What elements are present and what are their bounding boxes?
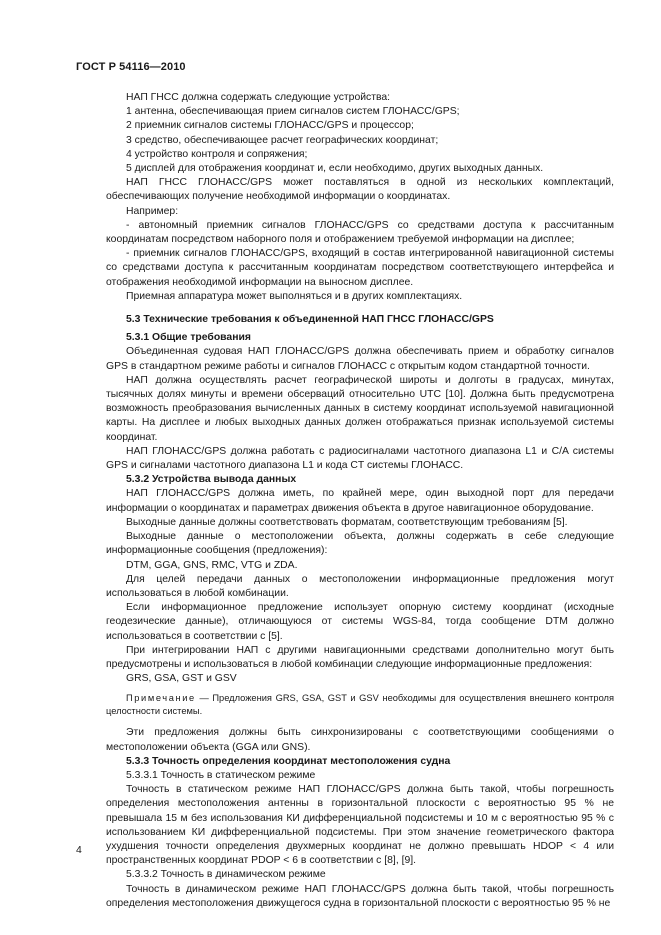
paragraph: GRS, GSA, GST и GSV <box>126 673 237 685</box>
paragraph: Выходные данные должны соответствовать форматам, соответствующим требованиям [5]. <box>126 516 568 528</box>
document-id-header: ГОСТ Р 54116—2010 <box>76 61 186 73</box>
paragraph: НАП ГНСС должна содержать следующие устройства: <box>126 92 391 103</box>
paragraph: - автономный приемник сигналов ГЛОНАСС/GPS со средствами доступа к рассчитанным координатам посредством наборного поля и отображением требуемой информации на дисплее; <box>106 219 614 246</box>
paragraph: - приемник сигналов ГЛОНАСС/GPS, входящий в состав интегрированной навигационной системы со средствами доступа к рассчитанным координатам посредством соответствующего интерфейса и отображения необходимой информации на выносном дисплее. <box>106 248 614 288</box>
subsection-heading-5-3-2: 5.3.2 Устройства вывода данных <box>126 474 297 486</box>
note <box>106 692 614 718</box>
paragraph: Объединенная судовая НАП ГЛОНАСС/GPS должна обеспечивать прием и обработку сигналов GPS в стандартном режиме работы и сигналов ГЛОНАСС с открытым кодом стандартной точности. <box>106 346 614 372</box>
paragraph: НАП ГНСС ГЛОНАСС/GPS может поставляться в одной из нескольких комплектаций, обеспечивающих получение необходимой информации о координатах. <box>106 177 614 203</box>
list-item: 3 средство, обеспечивающее расчет географических координат; <box>126 134 439 146</box>
paragraph: НАП должна осуществлять расчет географической широты и долготы в градусах, минутах, тысячных долях минуты и времени обсерваций относительно UTC [10]. Должна быть предусмотрена возможность преобразования вычисленных данных в систему координат используемой навигационной карты. На дисплее и любых выходных данных должен отображаться признак используемой системы координат. <box>106 374 614 443</box>
paragraph: Выходные данные о местоположении объекта, должны содержать в себе следующие информационные сообщения (предложения): <box>106 531 614 557</box>
paragraph: Точность в динамическом режиме НАП ГЛОНАСС/GPS должна быть такой, чтобы погрешность определения местоположения движущегося судна в горизонтальной плоскости с вероятностью 95 % не <box>106 883 614 909</box>
list-item: 1 антенна, обеспечивающая прием сигналов систем ГЛОНАСС/GPS; <box>126 106 460 118</box>
paragraph: Например: <box>126 205 179 217</box>
paragraph: Если информационное предложение использует опорную систему координат (исходные геодезические данные), отличающуюся от системы WGS-84, тогда сообщение DTM должно использоваться в соответствии с [5]. <box>106 602 614 642</box>
list-item: 5 дисплей для отображения координат и, если необходимо, других выходных данных. <box>126 163 544 175</box>
page-content <box>106 91 614 911</box>
paragraph: НАП ГЛОНАСС/GPS должна работать с радиосигналами частотного диапазона L1 и C/A системы GPS и сигналами частотного диапазона L1 и кода CT системы ГЛОНАСС. <box>106 445 614 472</box>
note-label: Примечание <box>126 693 196 704</box>
list-item: 2 приемник сигналов системы ГЛОНАСС/GPS и процессор; <box>126 120 414 132</box>
paragraph: НАП ГЛОНАСС/GPS должна иметь, по крайней мере, один выходной порт для передачи информации о координатах и параметрах движения объекта в другое навигационное оборудование. <box>106 488 614 514</box>
page-number: 4 <box>76 845 82 856</box>
paragraph: Эти предложения должны быть синхронизированы с соответствующими сообщениями о местоположении объекта (GGA или GNS). <box>106 727 614 753</box>
subsection-heading-5-3-3: 5.3.3 Точность определения координат местоположения судна <box>126 755 451 767</box>
paragraph: Точность в статическом режиме НАП ГЛОНАСС/GPS должна быть такой, чтобы погрешность определения местоположения антенны в горизонтальной плоскости с вероятностью 95 % не превышала 15 м без использования КИ дифференциальной подсистемы и 10 м с вероятностью 95 % с использованием КИ дифференциальной подсистемы. При этом значение геометрического фактора ухудшения точности определения двухмерных координат не должно превышать HDOP < 4 или пространственных координат PDOP < 6 в соответствии с [8], [9]. <box>106 784 614 867</box>
paragraph: При интегрировании НАП с другими навигационными средствами дополнительно могут быть предусмотрены и использоваться в любой комбинации следующие информационные предложения: <box>106 644 614 670</box>
subsection-heading-5-3-3-2: 5.3.3.2 Точность в динамическом режиме <box>126 869 326 881</box>
subsection-heading-5-3-3-1: 5.3.3.1 Точность в статическом режиме <box>126 769 316 781</box>
section-heading-5-3: 5.3 Технические требования к объединенной НАП ГНСС ГЛОНАСС/GPS <box>126 314 494 326</box>
list-item: 4 устройство контроля и сопряжения; <box>126 148 308 160</box>
subsection-heading-5-3-1: 5.3.1 Общие требования <box>126 332 251 344</box>
paragraph: Приемная аппаратура может выполняться и в других комплектациях. <box>126 290 463 302</box>
note-text: — Предложения GRS, GSA, GST и GSV необходимы для осуществления внешнего контроля целостности системы. <box>106 693 614 717</box>
paragraph: DTM, GGA, GNS, RMC, VTG и ZDA. <box>126 559 298 571</box>
paragraph: Для целей передачи данных о местоположении информационные предложения могут использоваться в любой комбинации. <box>106 573 614 599</box>
